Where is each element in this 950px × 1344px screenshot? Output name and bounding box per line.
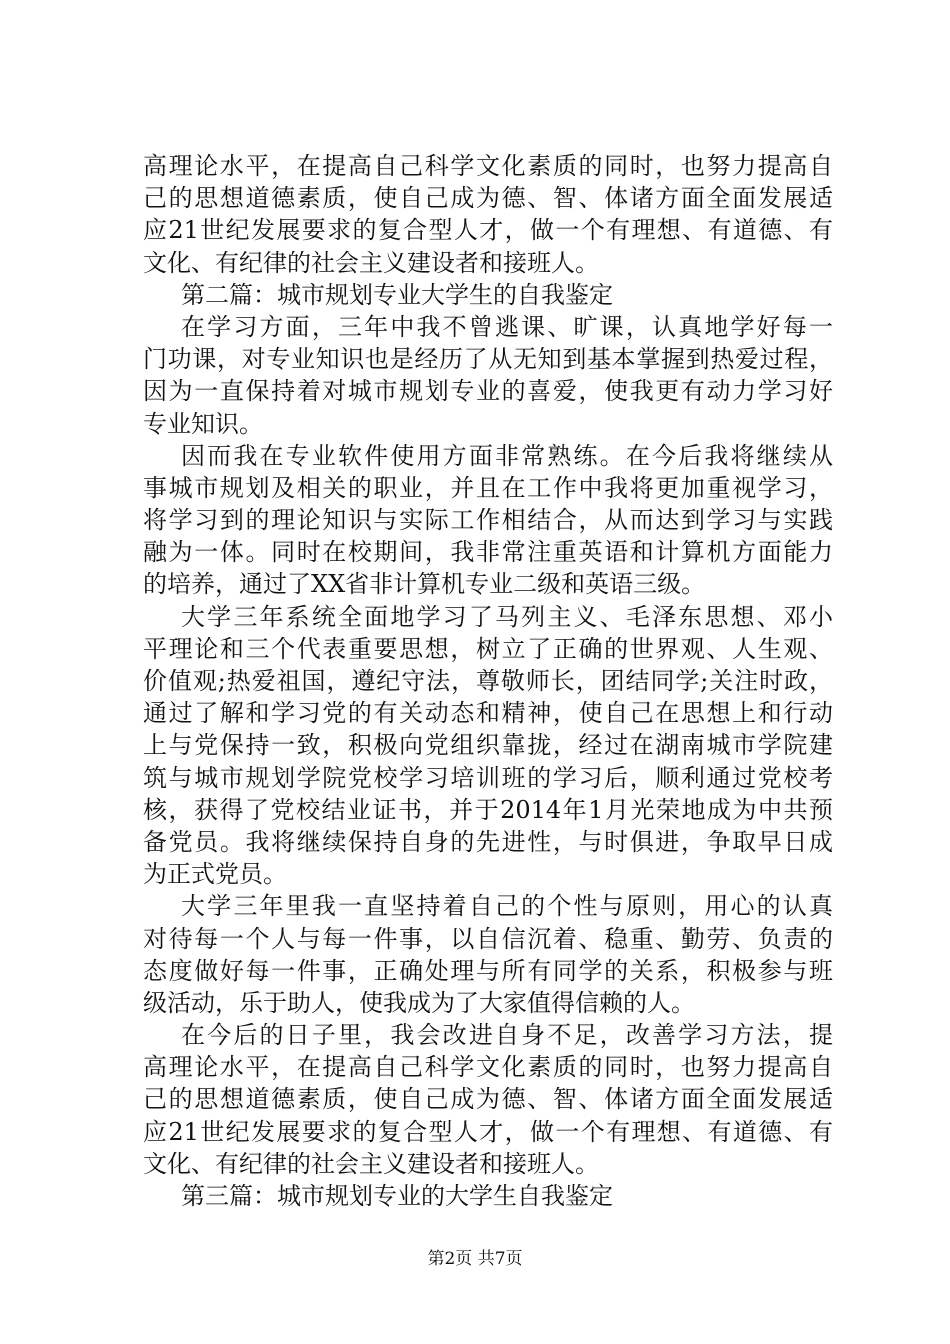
text-line: 大学三年里我一直坚持着自己的个性与原则，用心的认真 — [181, 892, 833, 921]
document-body — [143, 150, 833, 1212]
text-line: 将学习到的理论知识与实际工作相结合，从而达到学习与实践 — [143, 506, 833, 535]
text-line: 价值观;热爱祖国，遵纪守法，尊敬师长，团结同学;关注时政， — [143, 667, 833, 695]
text-line: 高理论水平，在提高自己科学文化素质的同时，也努力提高自 — [143, 1053, 833, 1082]
text-line: 大学三年系统全面地学习了马列主义、毛泽东思想、邓小 — [181, 602, 833, 631]
text-line: 己的思想道德素质，使自己成为德、智、体诸方面全面发展适 — [143, 184, 833, 213]
text-line: 第二篇：城市规划专业大学生的自我鉴定 — [181, 280, 613, 309]
text-line: 为正式党员。 — [143, 860, 287, 889]
text-line: 文化、有纪律的社会主义建设者和接班人。 — [143, 248, 599, 277]
text-line: 核，获得了党校结业证书，并于2014年1月光荣地成为中共预 — [143, 795, 833, 824]
text-line: 的培养，通过了XX省非计算机专业二级和英语三级。 — [143, 570, 706, 599]
text-line: 文化、有纪律的社会主义建设者和接班人。 — [143, 1149, 599, 1178]
text-line: 门功课，对专业知识也是经历了从无知到基本掌握到热爱过程， — [143, 345, 833, 374]
text-line: 在今后的日子里，我会改进自身不足，改善学习方法，提 — [181, 1021, 833, 1050]
text-line: 平理论和三个代表重要思想，树立了正确的世界观、人生观、 — [143, 634, 833, 663]
text-line: 专业知识。 — [143, 409, 263, 438]
text-line: 上与党保持一致，积极向党组织靠拢，经过在湖南城市学院建 — [143, 731, 833, 760]
text-line: 态度做好每一件事，正确处理与所有同学的关系，积极参与班 — [143, 956, 833, 985]
text-line: 己的思想道德素质，使自己成为德、智、体诸方面全面发展适 — [143, 1085, 833, 1114]
text-line: 第三篇：城市规划专业的大学生自我鉴定 — [181, 1182, 613, 1210]
text-line: 在学习方面，三年中我不曾逃课、旷课，认真地学好每一 — [181, 312, 833, 341]
text-line: 备党员。我将继续保持自身的先进性，与时俱进，争取早日成 — [143, 827, 833, 856]
page-footer: 第2页 共7页 — [427, 1249, 523, 1269]
text-line: 因而我在专业软件使用方面非常熟练。在今后我将继续从 — [181, 441, 833, 470]
text-line: 因为一直保持着对城市规划专业的喜爱，使我更有动力学习好 — [143, 377, 833, 406]
text-line: 事城市规划及相关的职业，并且在工作中我将更加重视学习， — [143, 473, 833, 502]
text-line: 筑与城市规划学院党校学习培训班的学习后，顺利通过党校考 — [143, 763, 833, 792]
text-line: 应21世纪发展要求的复合型人才，做一个有理想、有道德、有 — [143, 216, 833, 245]
text-line: 级活动，乐于助人，使我成为了大家值得信赖的人。 — [143, 988, 695, 1017]
text-line: 融为一体。同时在校期间，我非常注重英语和计算机方面能力 — [143, 538, 833, 567]
text-line: 高理论水平，在提高自己科学文化素质的同时，也努力提高自 — [143, 152, 833, 180]
text-line: 对待每一个人与每一件事，以自信沉着、稳重、勤劳、负责的 — [143, 924, 833, 953]
text-line: 通过了解和学习党的有关动态和精神，使自己在思想上和行动 — [143, 699, 833, 728]
text-line: 应21世纪发展要求的复合型人才，做一个有理想、有道德、有 — [143, 1117, 833, 1146]
